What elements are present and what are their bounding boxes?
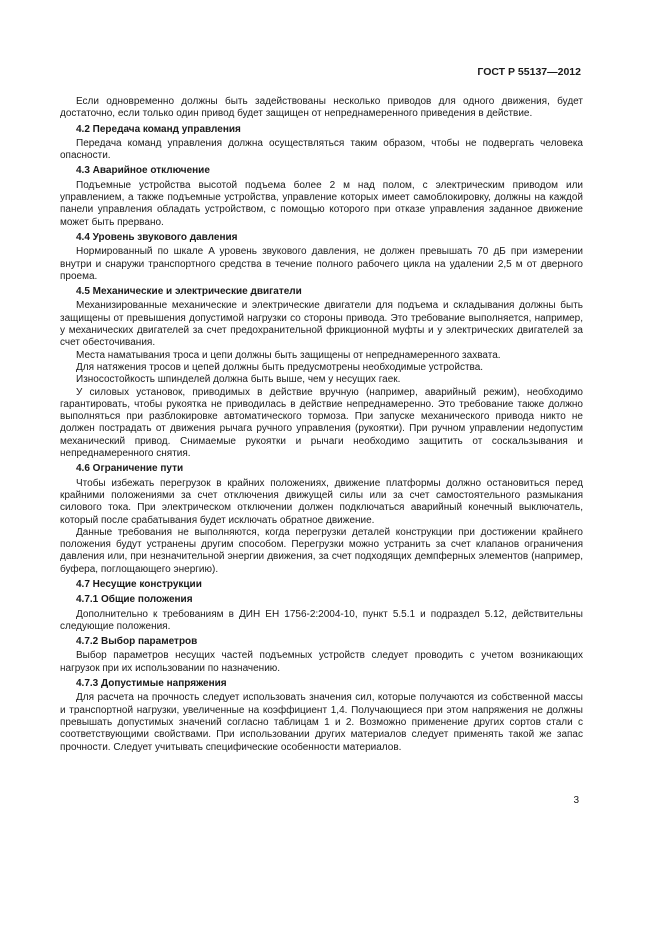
paragraph: Нормированный по шкале A уровень звукового давления, не должен превышать 70 дБ при измерении внутри и снаружи транспортного средства в течение полного рабочего цикла на удалении 2,5 м от дверного проема. [60, 246, 583, 282]
paragraph: Для расчета на прочность следует использовать значения сил, которые получаются из собственной массы и транспортной нагрузки, увеличенные на коэффициент 1,4. Получающиеся при этом напряжения не должны превышать допустимых значений согласно таблицам 1 и 2. Возможно применение других сортов стали с соответствующими свойствами. При использовании других материалов следует применять такой же запас прочности. Следует учитывать специфические особенности материалов. [60, 692, 583, 753]
section-heading: 4.5 Механические и электрические двигатели [76, 286, 302, 298]
section-heading: 4.7 Несущие конструкции [76, 578, 202, 590]
paragraph: Чтобы избежать перегрузок в крайних положениях, движение платформы должно остановиться перед крайними положениями за счет отключения движущей силы или за счет самостоятельного размыкания силового тока. При электрическом отключении должен подключаться аварийный конечный выключатель, который после срабатывания будет исключать обратное движение. [60, 477, 583, 526]
paragraph: Механизированные механические и электрические двигатели для подъема и складывания должны быть защищены от превышения допустимой нагрузки со стороны привода. Это требование выполняется, например, у механических двигателей за счет предохранительной фрикционной муфты и у электрических двигателей за счет обесточивания. [60, 300, 583, 349]
section-heading: 4.7.2 Выбор параметров [76, 636, 198, 648]
document-body [60, 96, 583, 754]
paragraph: Износостойкость шпинделей должна быть выше, чем у несущих гаек. [76, 374, 401, 386]
paragraph: Если одновременно должны быть задействованы несколько приводов для одного движения, будет достаточно, если только один привод будет защищен от непреднамеренного приведения в действие. [60, 96, 583, 120]
section-heading: 4.6 Ограничение пути [76, 463, 184, 475]
paragraph: Передача команд управления должна осуществляться таким образом, чтобы не подвергать человека опасности. [60, 137, 583, 162]
page-number: 3 [573, 795, 579, 806]
paragraph: Выбор параметров несущих частей подъемных устройств следует проводить с учетом возникающих нагрузок при их использовании по назначению. [60, 650, 583, 674]
section-heading: 4.2 Передача команд управления [76, 123, 241, 135]
paragraph: У силовых установок, приводимых в действие вручную (например, аварийный режим), необходимо гарантировать, чтобы рукоятка не приводилась в действие непреднамеренно. Это требование также должно выполняться при разблокировке автоматического тормоза. При запуске механического привода никто не должен пострадать от движения рычага ручного управления (рукоятки). При ручном управлении недопустим механический привод. Снимаемые рукоятки и рычаги необходимо защитить от соскальзывания и непреднамеренного снятия. [60, 386, 583, 460]
paragraph: Дополнительно к требованиям в ДИН ЕН 1756-2:2004-10, пункт 5.5.1 и подраздел 5.12, действительны следующие положения. [60, 608, 583, 632]
paragraph: Для натяжения тросов и цепей должны быть предусмотрены необходимые устройства. [76, 361, 484, 373]
paragraph: Данные требования не выполняются, когда перегрузки деталей конструкции при достижении крайнего положения будут устранены другим способом. Перегрузки можно устранить за счет клапанов ограничения давления или, при незначительной энергии движения, за счет подходящих демпферных элементов (например, буфера, поглощающего энергию). [60, 526, 583, 575]
section-heading: 4.7.1 Общие положения [76, 594, 193, 606]
paragraph: Места наматывания троса и цепи должны быть защищены от непреднамеренного захвата. [76, 349, 501, 361]
document-id-header: ГОСТ Р 55137—2012 [477, 66, 581, 78]
section-heading: 4.3 Аварийное отключение [76, 165, 210, 177]
paragraph: Подъемные устройства высотой подъема более 2 м над полом, с электрическим приводом или управлением, а также подъемные устройства, управление которых имеет самоблокировку, должны на каждой панели управления обладать устройством, с помощью которого при отказе управления заданное движение может быть прервано. [60, 179, 583, 228]
section-heading: 4.7.3 Допустимые напряжения [76, 678, 227, 690]
section-heading: 4.4 Уровень звукового давления [76, 231, 238, 243]
